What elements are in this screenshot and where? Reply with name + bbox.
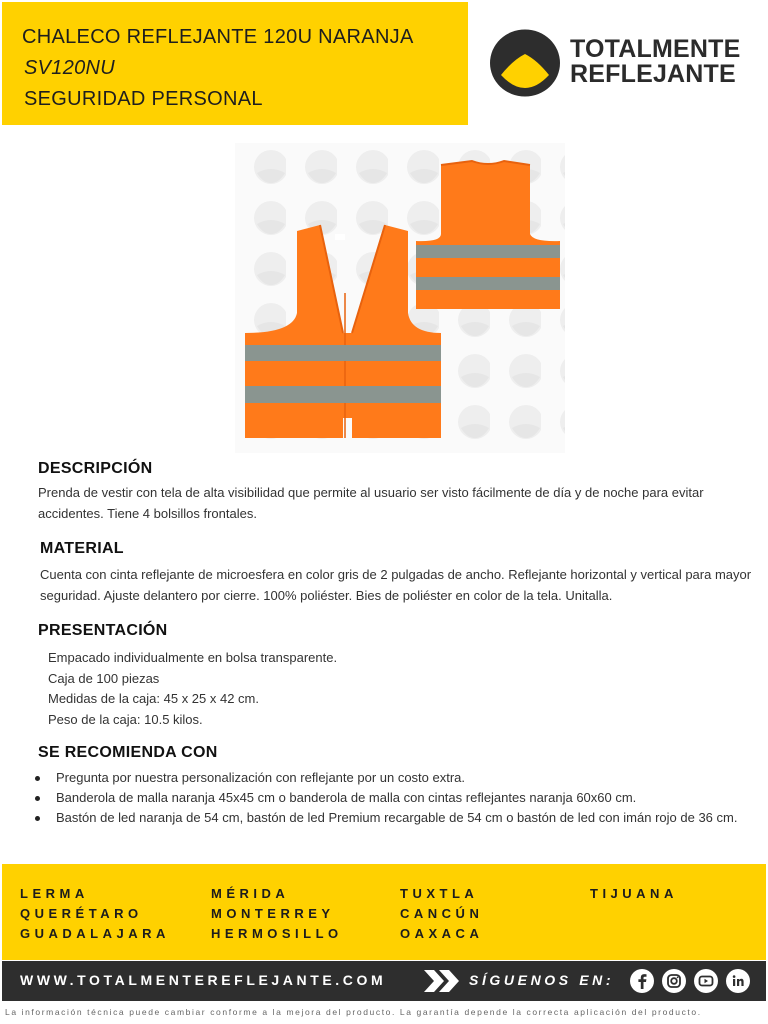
list-item: Caja de 100 piezas — [48, 670, 160, 686]
city-name: MÉRIDA — [211, 886, 290, 901]
city-column — [211, 884, 343, 944]
city-column — [590, 884, 678, 904]
double-chevron-icon — [422, 968, 462, 994]
instagram-icon[interactable] — [662, 969, 686, 993]
product-title: CHALECO REFLEJANTE 120U NARANJA — [22, 26, 414, 48]
section-title: PRESENTACIÓN — [38, 622, 168, 639]
city-name: HERMOSILLO — [211, 926, 343, 941]
city-name: MONTERREY — [211, 906, 335, 921]
header-banner — [2, 2, 468, 125]
website-bar — [2, 961, 766, 1001]
list-item: Empacado individualmente en bolsa transparente. — [48, 650, 338, 665]
city-name: TIJUANA — [590, 886, 678, 901]
facebook-icon[interactable] — [630, 969, 654, 993]
product-image — [235, 143, 565, 453]
section-recomienda — [38, 744, 758, 828]
presentation-list — [38, 648, 758, 730]
section-title: SE RECOMIENDA CON — [38, 744, 218, 761]
list-item: Peso de la caja: 10.5 kilos. — [48, 711, 203, 727]
city-name: TUXTLA — [400, 886, 479, 901]
locations-banner — [2, 864, 766, 960]
city-name: CANCÚN — [400, 906, 484, 921]
youtube-icon[interactable] — [694, 969, 718, 993]
brand-logo — [489, 29, 753, 99]
recommendation-list — [38, 768, 758, 828]
city-name: QUERÉTARO — [20, 906, 143, 921]
follow-label: SÍGUENOS EN: — [469, 972, 615, 988]
section-material — [40, 540, 760, 606]
city-column — [20, 884, 170, 944]
product-model: SV120NU — [24, 57, 116, 79]
linkedin-icon[interactable] — [726, 969, 750, 993]
logo-line-1: TOTALMENTE — [570, 35, 741, 63]
section-text: Cuenta con cinta reflejante de microesfera en color gris de 2 pulgadas de ancho. Reflejante horizontal y vertical para mayor seguridad. Ajuste delantero por cierre. 100% poliéster. Bies de poliéster en color de la tela. Unitalla. — [40, 567, 752, 603]
list-item: Pregunta por nuestra personalización con reflejante por un costo extra. — [38, 768, 758, 788]
product-category: SEGURIDAD PERSONAL — [24, 88, 263, 110]
city-name: OAXACA — [400, 926, 484, 941]
city-column — [400, 884, 483, 944]
section-title: MATERIAL — [40, 540, 124, 557]
legal-disclaimer: La información técnica puede cambiar conforme a la mejora del producto. La garantía depende la correcta aplicación del producto. — [5, 1007, 702, 1017]
section-text: Prenda de vestir con tela de alta visibilidad que permite al usuario ser visto fácilmente de día y de noche para evitar accidentes. Tiene 4 bolsillos frontales. — [38, 485, 704, 521]
city-name: GUADALAJARA — [20, 926, 170, 941]
city-name: LERMA — [20, 886, 89, 901]
logo-line-2: REFLEJANTE — [570, 60, 736, 88]
section-presentacion — [38, 622, 758, 730]
section-descripcion — [38, 460, 758, 524]
section-title: DESCRIPCIÓN — [38, 460, 153, 477]
logo-mark-icon — [489, 29, 561, 97]
website-link[interactable]: WWW.TOTALMENTEREFLEJANTE.COM — [20, 972, 387, 988]
list-item: Bastón de led naranja de 54 cm, bastón de led Premium recargable de 54 cm o bastón de led con imán rojo de 36 cm. — [38, 808, 758, 828]
list-item: Medidas de la caja: 45 x 25 x 42 cm. — [48, 691, 260, 706]
list-item: Banderola de malla naranja 45x45 cm o banderola de malla con cintas reflejantes naranja 60x60 cm. — [38, 788, 758, 808]
